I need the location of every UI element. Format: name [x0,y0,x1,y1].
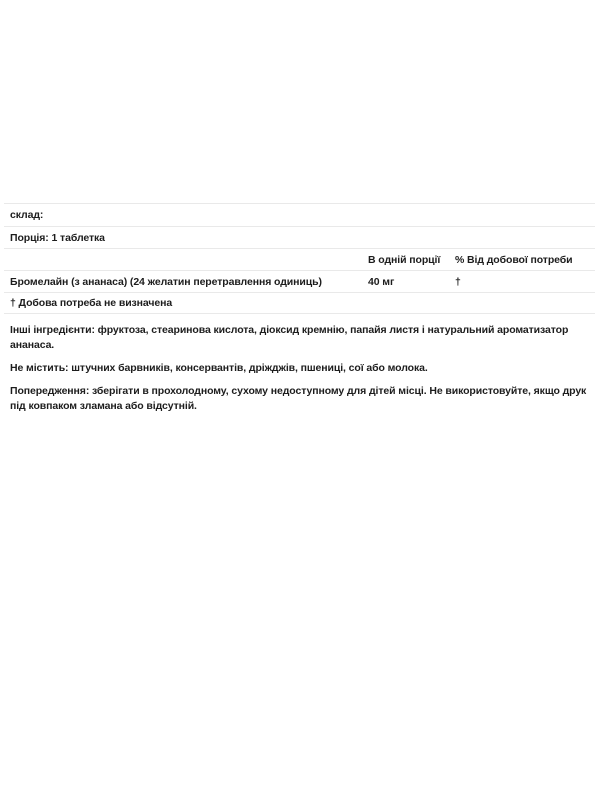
warning-text: Попередження: зберігати в прохолодному, сухому недоступному для дітей місці. Не використовуйте, якщо друк під ковпаком зламана або відсутній. [10,385,587,412]
ingredient-name: Бромелайн (з ананаса) (24 желатин перетравлення одиниць) [10,275,322,288]
daily-value-header: % Від добової потреби [455,253,573,266]
composition-label: склад: [10,209,44,221]
table-header-row [4,249,595,271]
amount-per-serving-header: В одній порції [368,253,441,266]
other-ingredients-text: Інші інгредієнти: фруктоза, стеаринова кислота, діоксид кремнію, папайя листя і натуральний ароматизатор ананаса. [10,324,569,351]
table-row-footnote [4,293,595,314]
ingredient-amount: 40 мг [368,275,395,288]
table-row-ingredient [4,271,595,293]
serving-size-label: Порція: 1 таблетка [10,231,105,244]
supplement-facts-panel [4,203,595,414]
ingredient-daily-value: † [455,275,461,288]
does-not-contain-text: Не містить: штучних барвників, консервантів, дріжджів, пшениці, сої або молока. [10,362,428,374]
additional-info-section [4,323,595,414]
daily-value-footnote: † Добова потреба не визначена [10,297,173,309]
table-row-serving-size [4,227,595,249]
table-row-composition [4,204,595,227]
supplement-facts-table [4,203,595,314]
